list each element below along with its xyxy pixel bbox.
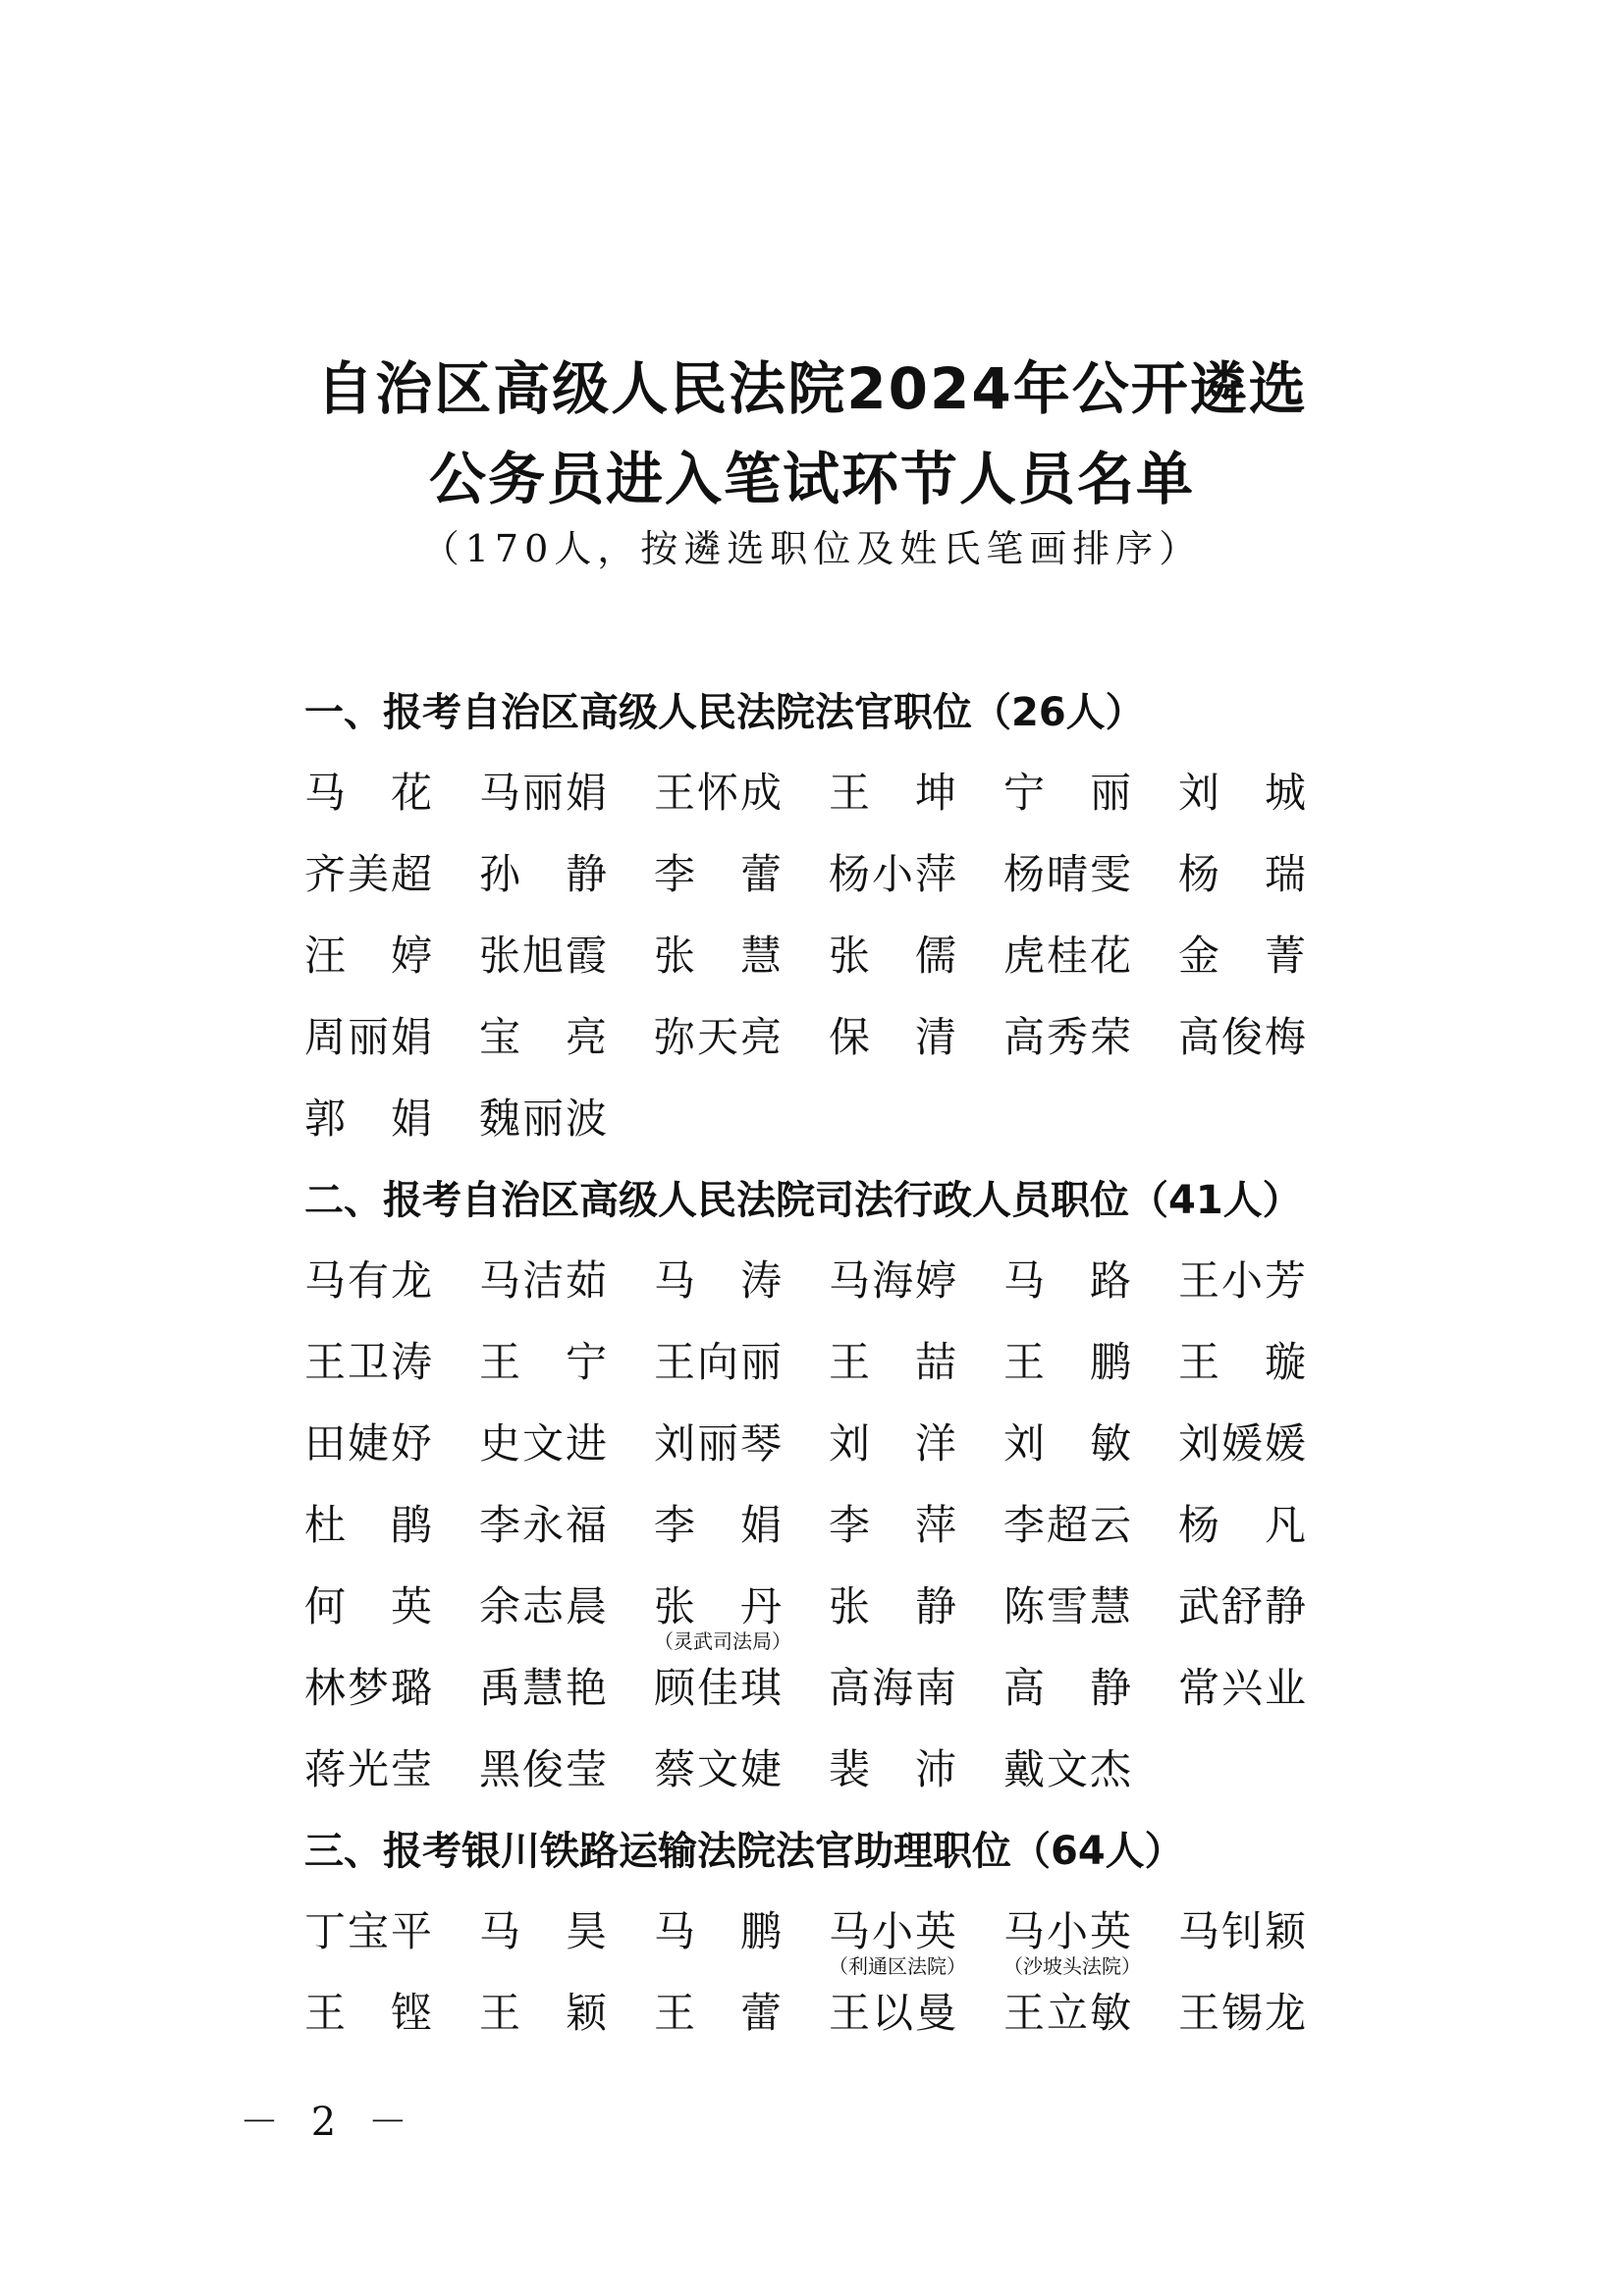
name-entry: [829, 1249, 1003, 1330]
name-entry: [304, 761, 479, 842]
name-entry: [479, 1737, 654, 1819]
person-name: 王 璇: [1178, 1338, 1306, 1386]
person-name: 马小英: [829, 1907, 956, 1955]
person-name: 李永福: [479, 1501, 607, 1549]
name-entry: [654, 1575, 829, 1656]
section-heading: 二、报考自治区高级人民法院司法行政人员职位（41人）: [304, 1178, 1302, 1223]
name-entry: [654, 1656, 829, 1737]
person-name: 张 静: [829, 1582, 956, 1630]
name-entry: [479, 1575, 654, 1656]
person-name: 刘丽琴: [654, 1419, 782, 1468]
name-entry: [654, 1249, 829, 1330]
person-name: 杨晴雯: [1003, 850, 1131, 898]
name-entry: [1003, 1249, 1178, 1330]
name-entry: [304, 1493, 479, 1575]
person-name: 王 铿: [304, 1989, 432, 2037]
name-entry: [1178, 761, 1353, 842]
name-entry: [1178, 1899, 1353, 1981]
name-entry: [1178, 1493, 1353, 1575]
person-name: 王卫涛: [304, 1338, 432, 1386]
person-name: 马 涛: [654, 1256, 782, 1305]
person-name: 林梦璐: [304, 1664, 432, 1712]
name-entry: [829, 1656, 1003, 1737]
name-entry: [1003, 1330, 1178, 1412]
section-heading: 一、报考自治区高级人民法院法官职位（26人）: [304, 690, 1145, 735]
page-subtitle: （170人，按遴选职位及姓氏笔画排序）: [421, 527, 1203, 570]
person-name: 王以曼: [829, 1989, 956, 2037]
name-note: （沙坡头法院）: [1003, 1954, 1141, 1978]
name-entry: [479, 1249, 654, 1330]
person-name: 何 英: [304, 1582, 432, 1630]
person-name: 孙 静: [479, 850, 607, 898]
person-name: 李 萍: [829, 1501, 956, 1549]
name-entry: [304, 1737, 479, 1819]
name-entry: [479, 1899, 654, 1981]
name-entry: [829, 1575, 1003, 1656]
name-entry: [304, 1087, 479, 1168]
person-name: 余志晨: [479, 1582, 607, 1630]
person-name: 杨 瑞: [1178, 850, 1306, 898]
name-entry: [304, 1005, 479, 1087]
person-name: 马丽娟: [479, 769, 607, 817]
person-name: 马海婷: [829, 1256, 956, 1305]
name-entry: [829, 1899, 1003, 1981]
name-entry: [1178, 1249, 1353, 1330]
name-entry: [304, 1981, 479, 2062]
name-entry: [1003, 1005, 1178, 1087]
person-name: 魏丽波: [479, 1095, 607, 1143]
name-entry: [829, 1981, 1003, 2062]
person-name: 弥天亮: [654, 1013, 782, 1061]
person-name: 周丽娟: [304, 1013, 432, 1061]
name-entry: [654, 1981, 829, 2062]
name-entry: [479, 1330, 654, 1412]
person-name: 戴文杰: [1003, 1745, 1131, 1793]
person-name: 王 蕾: [654, 1989, 782, 2037]
person-name: 张旭霞: [479, 932, 607, 980]
person-name: 蒋光莹: [304, 1745, 432, 1793]
name-entry: [479, 1981, 654, 2062]
section-heading: 三、报考银川铁路运输法院法官助理职位（64人）: [304, 1829, 1184, 1874]
person-name: 史文进: [479, 1419, 607, 1468]
person-name: 王 鹏: [1003, 1338, 1131, 1386]
person-name: 顾佳琪: [654, 1664, 782, 1712]
person-name: 郭 娟: [304, 1095, 432, 1143]
name-entry: [1003, 924, 1178, 1005]
person-name: 武舒静: [1178, 1582, 1306, 1630]
name-entry: [654, 1493, 829, 1575]
person-name: 高秀荣: [1003, 1013, 1131, 1061]
person-name: 王 喆: [829, 1338, 956, 1386]
name-entry: [829, 761, 1003, 842]
person-name: 黑俊莹: [479, 1745, 607, 1793]
name-entry: [479, 842, 654, 924]
person-name: 王怀成: [654, 769, 782, 817]
name-entry: [1003, 1412, 1178, 1493]
person-name: 高俊梅: [1178, 1013, 1306, 1061]
person-name: 刘 洋: [829, 1419, 956, 1468]
name-entry: [479, 924, 654, 1005]
page-number: － 2 －: [240, 2100, 417, 2145]
name-entry: [1178, 842, 1353, 924]
name-entry: [829, 842, 1003, 924]
name-entry: [829, 1737, 1003, 1819]
person-name: 丁宝平: [304, 1907, 432, 1955]
name-entry: [304, 1575, 479, 1656]
name-entry: [304, 1899, 479, 1981]
page-title-line-1: 自治区高级人民法院2024年公开遴选: [316, 355, 1308, 422]
name-entry: [654, 924, 829, 1005]
person-name: 刘 城: [1178, 769, 1306, 817]
name-entry: [654, 1330, 829, 1412]
person-name: 杨小萍: [829, 850, 956, 898]
person-name: 王锡龙: [1178, 1989, 1306, 2037]
person-name: 刘 敏: [1003, 1419, 1131, 1468]
name-entry: [654, 1737, 829, 1819]
name-entry: [1003, 1737, 1178, 1819]
person-name: 高海南: [829, 1664, 956, 1712]
person-name: 金 菁: [1178, 932, 1306, 980]
page-title-line-2: 公务员进入笔试环节人员名单: [428, 446, 1195, 512]
person-name: 常兴业: [1178, 1664, 1306, 1712]
person-name: 王小芳: [1178, 1256, 1306, 1305]
name-list-content: [304, 680, 1434, 2062]
name-entry: [479, 1412, 654, 1493]
name-entry: [1178, 1330, 1353, 1412]
person-name: 马 鹏: [654, 1907, 782, 1955]
name-entry: [1003, 761, 1178, 842]
name-entry: [304, 924, 479, 1005]
person-name: 裴 沛: [829, 1745, 956, 1793]
name-entry: [1178, 924, 1353, 1005]
person-name: 禹慧艳: [479, 1664, 607, 1712]
person-name: 王 坤: [829, 769, 956, 817]
name-entry: [654, 1005, 829, 1087]
person-name: 蔡文婕: [654, 1745, 782, 1793]
name-entry: [654, 761, 829, 842]
person-name: 杜 鹃: [304, 1501, 432, 1549]
person-name: 王 颖: [479, 1989, 607, 2037]
name-entry: [304, 1249, 479, 1330]
name-entry: [829, 1330, 1003, 1412]
name-entry: [479, 1005, 654, 1087]
person-name: 王立敏: [1003, 1989, 1131, 2037]
person-name: 马有龙: [304, 1256, 432, 1305]
person-name: 李 娟: [654, 1501, 782, 1549]
name-entry: [1003, 1575, 1178, 1656]
person-name: 王 宁: [479, 1338, 607, 1386]
person-name: 陈雪慧: [1003, 1582, 1131, 1630]
person-name: 宝 亮: [479, 1013, 607, 1061]
name-entry: [654, 842, 829, 924]
name-grid: [304, 1249, 1434, 1819]
person-name: 李超云: [1003, 1501, 1131, 1549]
name-entry: [304, 1656, 479, 1737]
person-name: 杨 凡: [1178, 1501, 1306, 1549]
person-name: 保 清: [829, 1013, 956, 1061]
person-name: 马钊颖: [1178, 1907, 1306, 1955]
name-entry: [479, 1087, 654, 1168]
person-name: 马 昊: [479, 1907, 607, 1955]
name-entry: [1003, 1493, 1178, 1575]
person-name: 张 丹: [654, 1582, 782, 1630]
name-grid: [304, 1899, 1434, 2062]
name-entry: [1178, 1656, 1353, 1737]
person-name: 宁 丽: [1003, 769, 1131, 817]
name-entry: [1003, 842, 1178, 924]
person-name: 汪 婷: [304, 932, 432, 980]
name-entry: [1178, 1575, 1353, 1656]
person-name: 马 花: [304, 769, 432, 817]
page-title: [0, 344, 1624, 524]
person-name: 高 静: [1003, 1664, 1131, 1712]
person-name: 王向丽: [654, 1338, 782, 1386]
name-entry: [1003, 1981, 1178, 2062]
name-grid: [304, 761, 1434, 1168]
name-entry: [479, 1493, 654, 1575]
name-entry: [479, 761, 654, 842]
name-entry: [479, 1656, 654, 1737]
person-name: 虎桂花: [1003, 932, 1131, 980]
person-name: 张 儒: [829, 932, 956, 980]
name-entry: [829, 1005, 1003, 1087]
person-name: 齐美超: [304, 850, 432, 898]
name-entry: [304, 1330, 479, 1412]
person-name: 刘媛媛: [1178, 1419, 1306, 1468]
name-entry: [829, 924, 1003, 1005]
name-entry: [829, 1412, 1003, 1493]
name-entry: [1178, 1981, 1353, 2062]
person-name: 李 蕾: [654, 850, 782, 898]
person-name: 马洁茹: [479, 1256, 607, 1305]
name-entry: [1003, 1656, 1178, 1737]
name-entry: [1003, 1899, 1178, 1981]
name-entry: [654, 1412, 829, 1493]
name-note: （灵武司法局）: [654, 1629, 791, 1653]
person-name: 马小英: [1003, 1907, 1131, 1955]
person-name: 田婕妤: [304, 1419, 432, 1468]
name-entry: [304, 842, 479, 924]
name-note: （利通区法院）: [829, 1954, 966, 1978]
name-entry: [654, 1899, 829, 1981]
name-entry: [829, 1493, 1003, 1575]
name-entry: [304, 1412, 479, 1493]
name-entry: [1178, 1412, 1353, 1493]
person-name: 马 路: [1003, 1256, 1131, 1305]
person-name: 张 慧: [654, 932, 782, 980]
name-entry: [1178, 1005, 1353, 1087]
